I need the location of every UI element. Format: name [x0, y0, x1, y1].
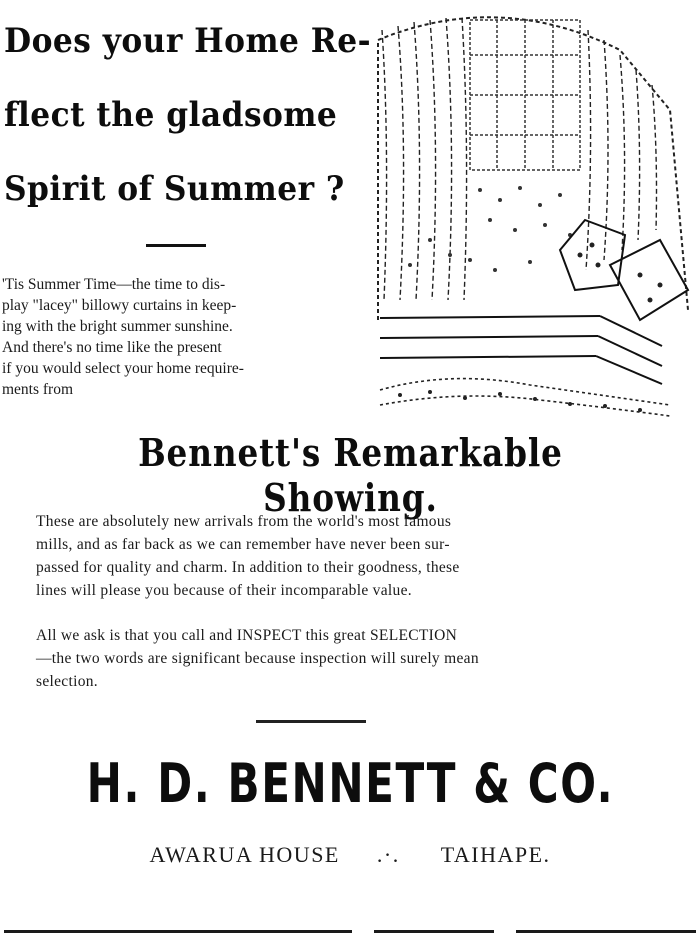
intro-line: 'Tis Summer Time—the time to dis- — [2, 276, 226, 293]
intro-text — [2, 274, 358, 400]
headline-divider — [146, 244, 206, 247]
window-curtain-illustration — [370, 0, 696, 420]
sub-headline: Bennett's Remarkable Showing. — [138, 430, 563, 520]
address-building: AWARUA HOUSE — [149, 842, 340, 867]
company-address — [0, 842, 700, 868]
address-separator: .·. — [376, 842, 400, 867]
headline — [4, 4, 372, 226]
intro-line: ments from — [2, 381, 74, 398]
intro-line: ing with the bright summer sunshine. — [2, 318, 233, 335]
headline-line-1: Does your Home Re- — [4, 21, 372, 61]
intro-line: if you would select your home require- — [2, 360, 244, 377]
headline-line-3: Spirit of Summer ? — [4, 169, 345, 209]
invitation-paragraph — [36, 624, 664, 693]
company-name: H. D. BENNETT & CO. — [86, 752, 615, 815]
paragraph-line: passed for quality and charm. In addition to their goodness, these — [36, 559, 460, 576]
paragraph-line: All we ask is that you call and INSPECT this great SELECTION — [36, 627, 458, 644]
bottom-rule — [4, 930, 352, 933]
paragraph-line: These are absolutely new arrivals from the world's most famous — [36, 513, 452, 530]
section-divider — [256, 720, 366, 723]
paragraph-line: mills, and as far back as we can remember have never been sur- — [36, 536, 450, 553]
paragraph-line: lines will please you because of their incomparable value. — [36, 582, 412, 599]
intro-line: play "lacey" billowy curtains in keep- — [2, 297, 237, 314]
paragraph-line: selection. — [36, 673, 98, 690]
bottom-rule — [516, 930, 696, 933]
headline-line-2: flect the gladsome — [4, 95, 338, 135]
intro-line: And there's no time like the present — [2, 339, 222, 356]
address-town: TAIHAPE. — [440, 842, 551, 867]
description-paragraph — [36, 510, 664, 602]
paragraph-line: —the two words are significant because inspection will surely mean — [36, 650, 479, 667]
bottom-rule — [374, 930, 494, 933]
